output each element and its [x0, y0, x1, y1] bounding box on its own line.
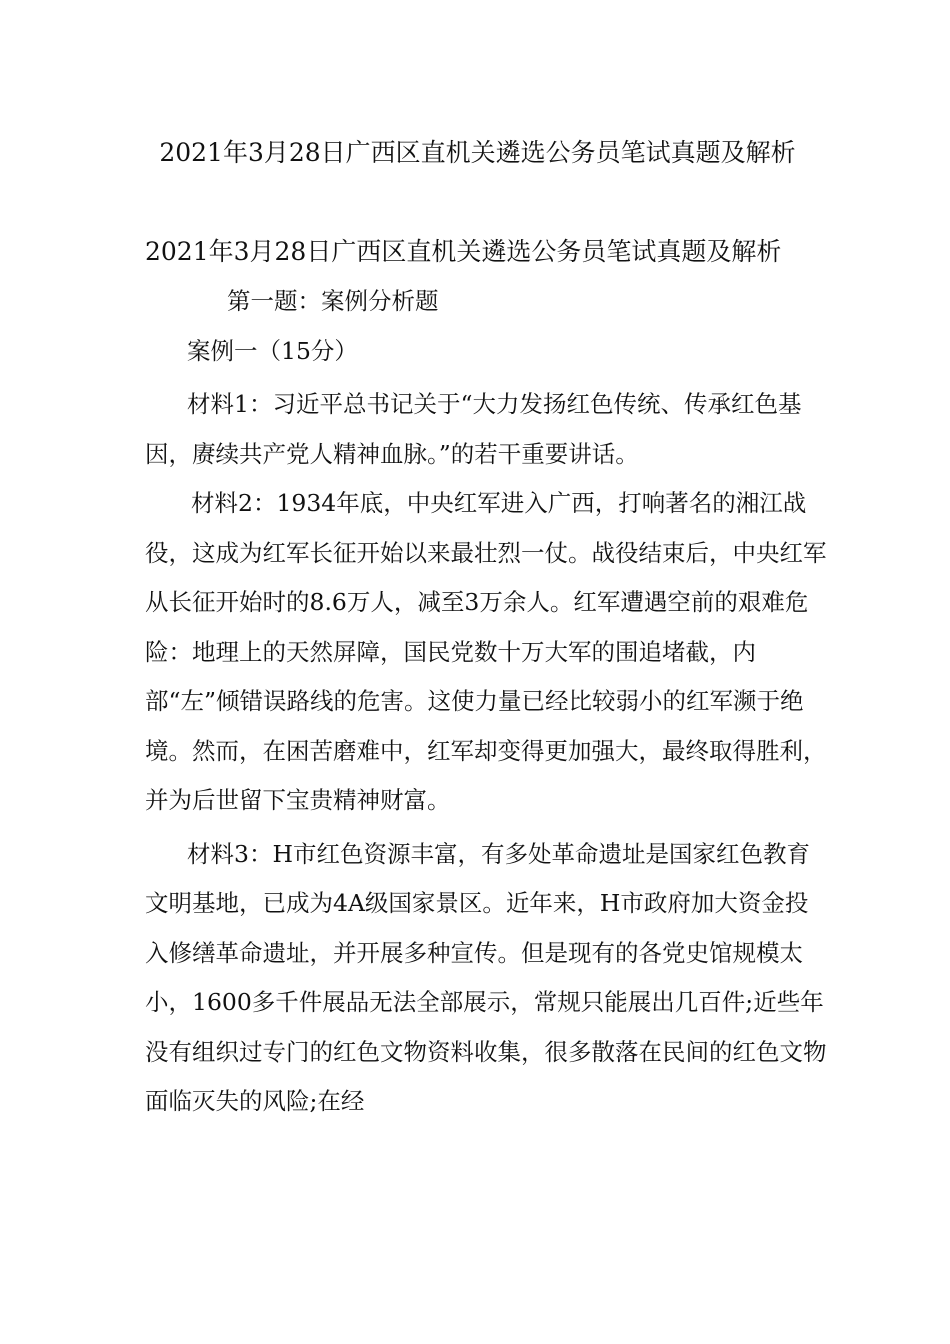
material-3-paragraph: 材料3：H市红色资源丰富，有多处革命遗址是国家红色教育文明基地，已成为4A级国家景区。近年来，H市政府加大资金投入修缮革命遗址，并开展多种宣传。但是现有的各党史馆规模太小，1600多千件展品无法全部展示，常规只能展出几百件;近些年没有组织过专门的红色文物资料收集，很多散落在民间的红色文物面临灭失的风险;在经: [145, 839, 827, 1115]
material-2-paragraph: 材料2：1934年底，中央红军进入广西，打响著名的湘江战役，这成为红军长征开始以来最壮烈一仗。战役结束后，中央红军从长征开始时的8.6万人，减至3万余人。红军遭遇空前的艰难危险：地理上的天然屏障，国民党数十万大军的围追堵截，内部“左”倾错误路线的危害。这使力量已经比较弱小的红军濒于绝境。然而，在困苦磨难中，红军却变得更加强大，最终取得胜利，并为后世留下宝贵精神财富。: [145, 489, 827, 814]
section-heading: 第一题：案例分析题: [227, 287, 439, 315]
document-body: [145, 229, 830, 1127]
case-heading: 案例一（15分）: [187, 336, 358, 365]
document-title: 2021年3月28日广西区直机关遴选公务员笔试真题及解析: [159, 138, 796, 167]
document-subtitle: 2021年3月28日广西区直机关遴选公务员笔试真题及解析: [145, 237, 782, 266]
material-1-paragraph: 材料1：习近平总书记关于“大力发扬红色传统、传承红色基因，赓续共产党人精神血脉。”的若干重要讲话。: [145, 390, 802, 468]
